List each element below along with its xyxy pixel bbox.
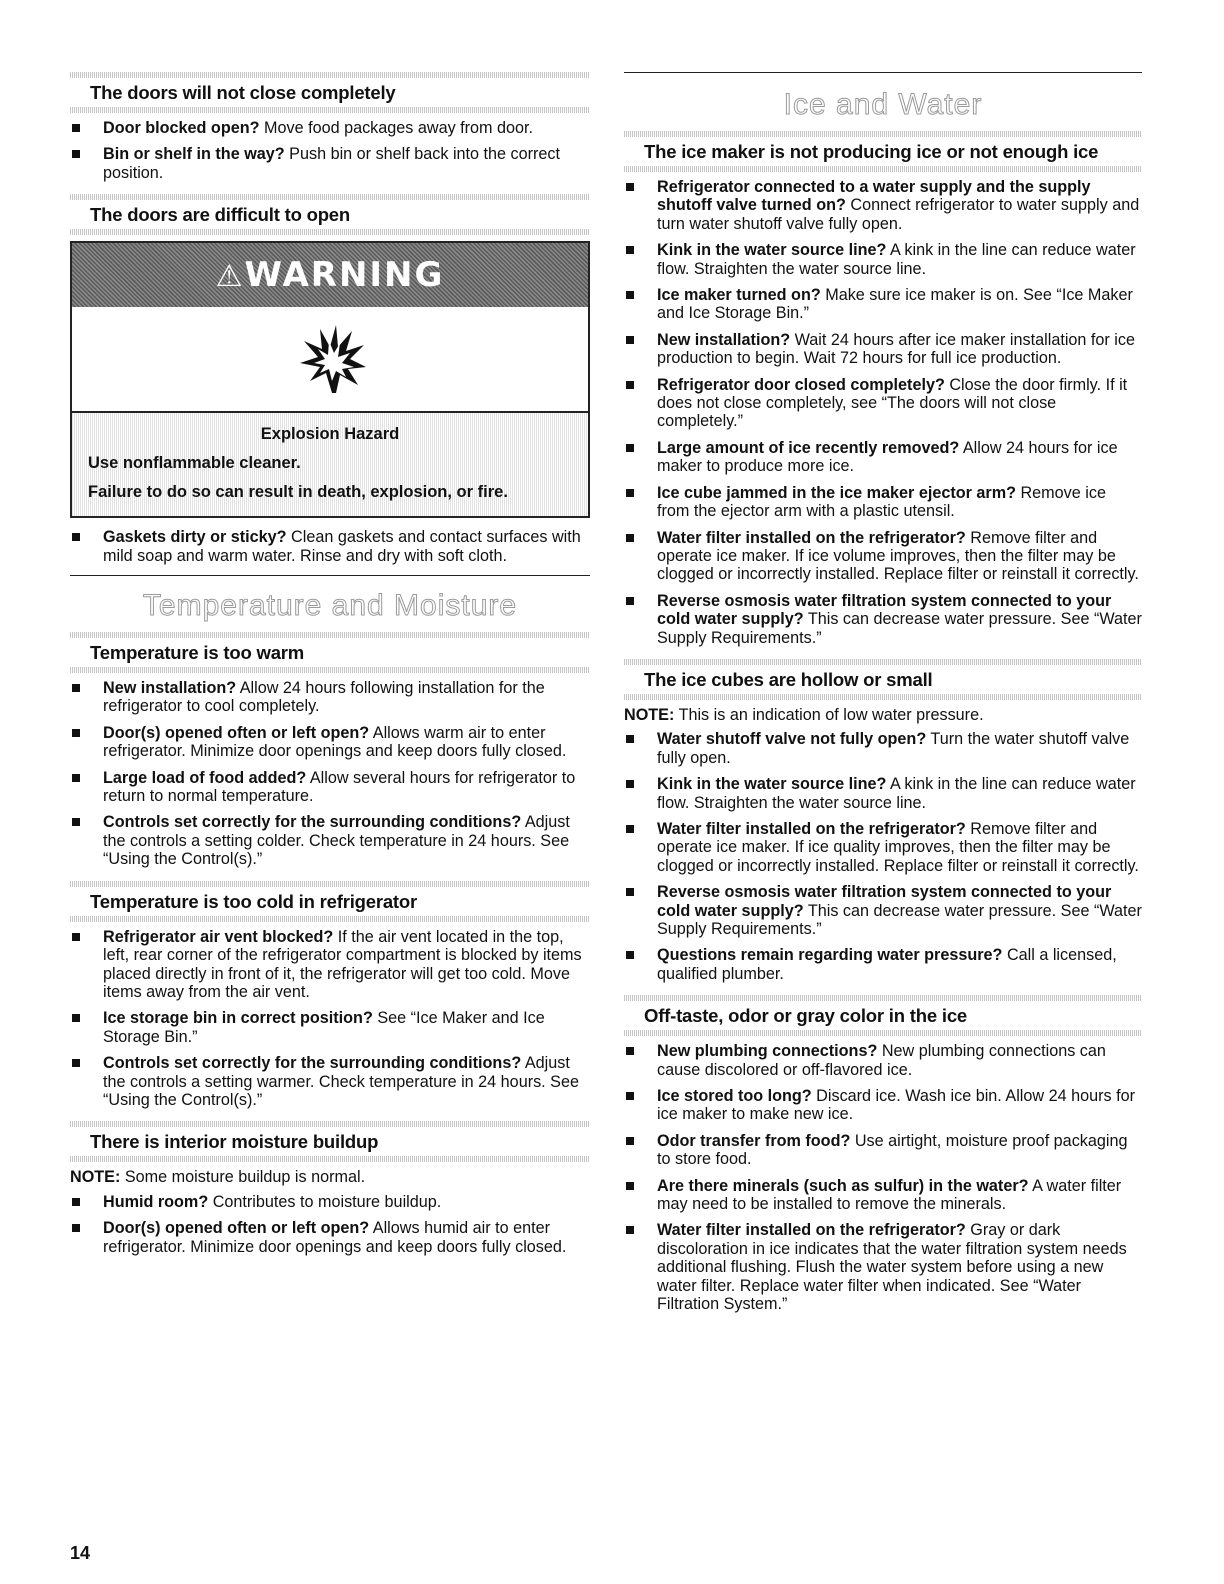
list-item: Refrigerator door closed completely? Close the door firmly. If it does not close completely, see “The doors will not close completely.” — [624, 376, 1142, 431]
list-item: Water shutoff valve not fully open? Turn the water shutoff valve fully open. — [624, 730, 1142, 767]
list-item: Large load of food added? Allow several hours for refrigerator to return to normal temperature. — [70, 769, 590, 806]
section-heading-moisture — [70, 1121, 590, 1162]
list-item: Kink in the water source line? A kink in the line can reduce water flow. Straighten the water source line. — [624, 775, 1142, 812]
list-item: Water filter installed on the refrigerator? Gray or dark discoloration in ice indicates that the water filtration system needs additional flushing. Flush the water system before using a new water filter. Replace water filter when indicated. See “Water Filtration System.” — [624, 1221, 1142, 1313]
warning-triangle-icon: ⚠ — [215, 259, 245, 295]
section-heading-not-producing — [624, 131, 1142, 172]
section-heading-off-taste — [624, 995, 1142, 1036]
off-taste-list — [624, 1042, 1142, 1313]
section-heading-too-cold — [70, 881, 590, 922]
note: NOTE: Some moisture buildup is normal. — [70, 1168, 366, 1187]
list-item: New installation? Allow 24 hours following installation for the refrigerator to cool completely. — [70, 679, 590, 716]
list-item: Gaskets dirty or sticky? Clean gaskets and contact surfaces with mild soap and warm water. Rinse and dry with soft cloth. — [70, 528, 590, 565]
list-item: Reverse osmosis water filtration system connected to your cold water supply? This can decrease water pressure. See “Water Supply Requirements.” — [624, 883, 1142, 938]
moisture-list — [70, 1193, 590, 1256]
list-item: Door(s) opened often or left open? Allows warm air to enter refrigerator. Minimize door openings and keep doors fully closed. — [70, 724, 590, 761]
warning-instruction: Use nonflammable cleaner. — [88, 454, 301, 473]
list-item: New plumbing connections? New plumbing connections can cause discolored or off-flavored ice. — [624, 1042, 1142, 1079]
too-cold-list — [70, 928, 590, 1110]
chapter-title-temperature-moisture: Temperature and Moisture — [142, 589, 518, 623]
list-item: Refrigerator connected to a water supply and the supply shutoff valve turned on? Connect refrigerator to water supply and turn water shutoff valve fully open. — [624, 178, 1142, 233]
list-item: Water filter installed on the refrigerator? Remove filter and operate ice maker. If ice volume improves, then the filter may be clogged or incorrectly installed. Replace filter or reinstall it correctly. — [624, 529, 1142, 584]
divider — [624, 72, 1142, 73]
list-item: Ice storage bin in correct position? See “Ice Maker and Ice Storage Bin.” — [70, 1009, 590, 1046]
section-heading-doors-close — [70, 72, 590, 113]
section-title: The doors are difficult to open — [90, 204, 350, 226]
list-item: Humid room? Contributes to moisture buildup. — [70, 1193, 590, 1211]
explosion-icon — [296, 323, 368, 395]
right-column — [624, 72, 1142, 1326]
section-heading-doors-open — [70, 194, 590, 235]
list-item: Ice stored too long? Discard ice. Wash ice bin. Allow 24 hours for ice maker to make new ice. — [624, 1087, 1142, 1124]
warning-header — [72, 243, 588, 307]
hollow-list — [624, 730, 1142, 983]
page-number: 14 — [70, 1543, 91, 1563]
section-heading-hollow — [624, 659, 1142, 700]
list-item: New installation? Wait 24 hours after ice maker installation for ice production to begin. Wait 72 hours for full ice production. — [624, 331, 1142, 368]
section-heading-too-warm — [70, 632, 590, 673]
list-item: Refrigerator air vent blocked? If the air vent located in the top, left, rear corner of the refrigerator compartment is blocked by items placed directly in front of it, the refrigerator will get too cold. Move items away from the air vent. — [70, 928, 590, 1002]
too-warm-list — [70, 679, 590, 869]
list-item: Questions remain regarding water pressure? Call a licensed, qualified plumber. — [624, 946, 1142, 983]
warning-consequence: Failure to do so can result in death, explosion, or fire. — [88, 483, 508, 502]
list-item: Large amount of ice recently removed? Allow 24 hours for ice maker to produce more ice. — [624, 439, 1142, 476]
section-title: The ice maker is not producing ice or not enough ice — [644, 141, 1099, 162]
section-title: The ice cubes are hollow or small — [644, 668, 933, 690]
list-item: Odor transfer from food? Use airtight, moisture proof packaging to store food. — [624, 1132, 1142, 1169]
list-item: Are there minerals (such as sulfur) in the water? A water filter may need to be installed to remove the minerals. — [624, 1177, 1142, 1214]
section-title: Off-taste, odor or gray color in the ice — [644, 1005, 967, 1027]
warning-label: WARNING — [244, 255, 445, 296]
chapter-title-ice-water: Ice and Water — [783, 88, 983, 121]
list-item: Ice maker turned on? Make sure ice maker is on. See “Ice Maker and Ice Storage Bin.” — [624, 286, 1142, 323]
section-title: Temperature is too cold in refrigerator — [90, 890, 417, 912]
section-title: Temperature is too warm — [90, 642, 305, 664]
gaskets-list — [70, 528, 590, 565]
doors-close-list — [70, 119, 590, 182]
left-column — [70, 72, 590, 1268]
not-producing-list — [624, 178, 1142, 647]
list-item: Bin or shelf in the way? Push bin or shelf back into the correct position. — [70, 145, 590, 182]
list-item: Ice cube jammed in the ice maker ejector arm? Remove ice from the ejector arm with a plastic utensil. — [624, 484, 1142, 521]
section-title: The doors will not close completely — [90, 82, 396, 103]
list-item: Door blocked open? Move food packages away from door. — [70, 119, 590, 137]
section-title: There is interior moisture buildup — [90, 1131, 379, 1153]
list-item: Reverse osmosis water filtration system connected to your cold water supply? This can decrease water pressure. See “Water Supply Requirements.” — [624, 592, 1142, 647]
list-item: Controls set correctly for the surrounding conditions? Adjust the controls a setting warmer. Check temperature in 24 hours. See “Using the Control(s).” — [70, 1054, 590, 1109]
list-item: Door(s) opened often or left open? Allows humid air to enter refrigerator. Minimize door openings and keep doors fully closed. — [70, 1219, 590, 1256]
hazard-title: Explosion Hazard — [260, 425, 400, 444]
list-item: Kink in the water source line? A kink in the line can reduce water flow. Straighten the water source line. — [624, 241, 1142, 278]
note: NOTE: This is an indication of low water pressure. — [624, 705, 984, 724]
warning-box — [70, 241, 590, 518]
divider — [70, 575, 590, 576]
list-item: Controls set correctly for the surrounding conditions? Adjust the controls a setting colder. Check temperature in 24 hours. See “Using the Control(s).” — [70, 813, 590, 868]
list-item: Water filter installed on the refrigerator? Remove filter and operate ice maker. If ice quality improves, then the filter may be clogged or incorrectly installed. Replace filter or reinstall it correctly. — [624, 820, 1142, 875]
